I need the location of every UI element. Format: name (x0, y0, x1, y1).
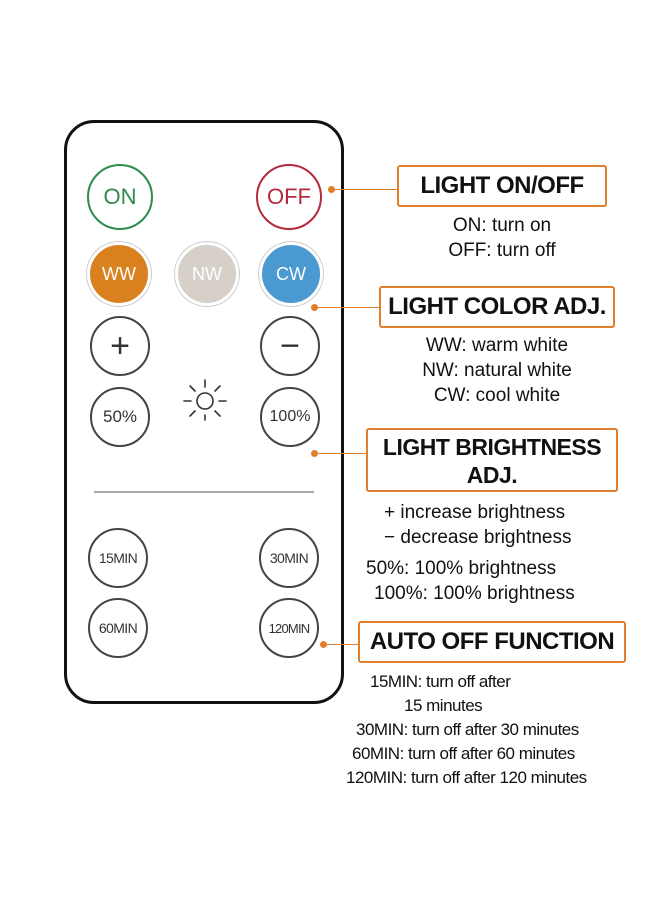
desc-line: OFF: turn off (448, 240, 556, 261)
desc-line: 50%: 100% brightness (366, 558, 557, 579)
desc-line: 15MIN: turn off after (370, 672, 511, 691)
warm-white-button[interactable]: WW (87, 242, 151, 306)
increase-brightness-button[interactable]: + (90, 316, 150, 376)
desc-line: 120MIN: turn off after 120 minutes (346, 768, 587, 787)
cool-white-button[interactable]: CW (259, 242, 323, 306)
on-button[interactable]: ON (87, 164, 153, 230)
leader-line-color (317, 307, 380, 308)
callout-light-brightness (366, 428, 618, 492)
natural-white-button[interactable]: NW (175, 242, 239, 306)
desc-line: ON: turn on (452, 215, 552, 236)
timer-15min-button[interactable]: 15MIN (88, 528, 148, 588)
callout-title-line: LIGHT BRIGHTNESS (382, 434, 602, 460)
brightness-50-button[interactable]: 50% (90, 387, 150, 447)
desc-color (384, 333, 610, 408)
callout-title-line: ADJ. (466, 462, 518, 488)
desc-line: 100%: 100% brightness (374, 583, 575, 604)
desc-line: 60MIN: turn off after 60 minutes (352, 744, 575, 763)
leader-line-onoff (334, 189, 398, 190)
leader-line-brightness (317, 453, 367, 454)
desc-line: 30MIN: turn off after 30 minutes (356, 720, 579, 739)
desc-onoff (412, 213, 592, 263)
brightness-100-button[interactable]: 100% (260, 387, 320, 447)
decrease-brightness-button[interactable]: − (260, 316, 320, 376)
divider (94, 491, 314, 493)
desc-line: − decrease brightness (384, 527, 572, 548)
desc-line: + increase brightness (384, 502, 566, 523)
off-button[interactable]: OFF (256, 164, 322, 230)
callout-auto-off: AUTO OFF FUNCTION (358, 621, 626, 663)
desc-line: CW: cool white (433, 385, 561, 406)
desc-line: 15 minutes (404, 696, 483, 715)
desc-auto-off (346, 670, 636, 790)
timer-120min-button[interactable]: 120MIN (259, 598, 319, 658)
timer-60min-button[interactable]: 60MIN (88, 598, 148, 658)
timer-30min-button[interactable]: 30MIN (259, 528, 319, 588)
sun-icon (182, 376, 228, 422)
callout-light-color: LIGHT COLOR ADJ. (379, 286, 615, 328)
leader-line-auto-off (326, 644, 359, 645)
desc-line: WW: warm white (425, 335, 569, 356)
desc-line: NW: natural white (422, 360, 572, 381)
callout-light-on-off: LIGHT ON/OFF (397, 165, 607, 207)
desc-brightness (362, 500, 624, 606)
